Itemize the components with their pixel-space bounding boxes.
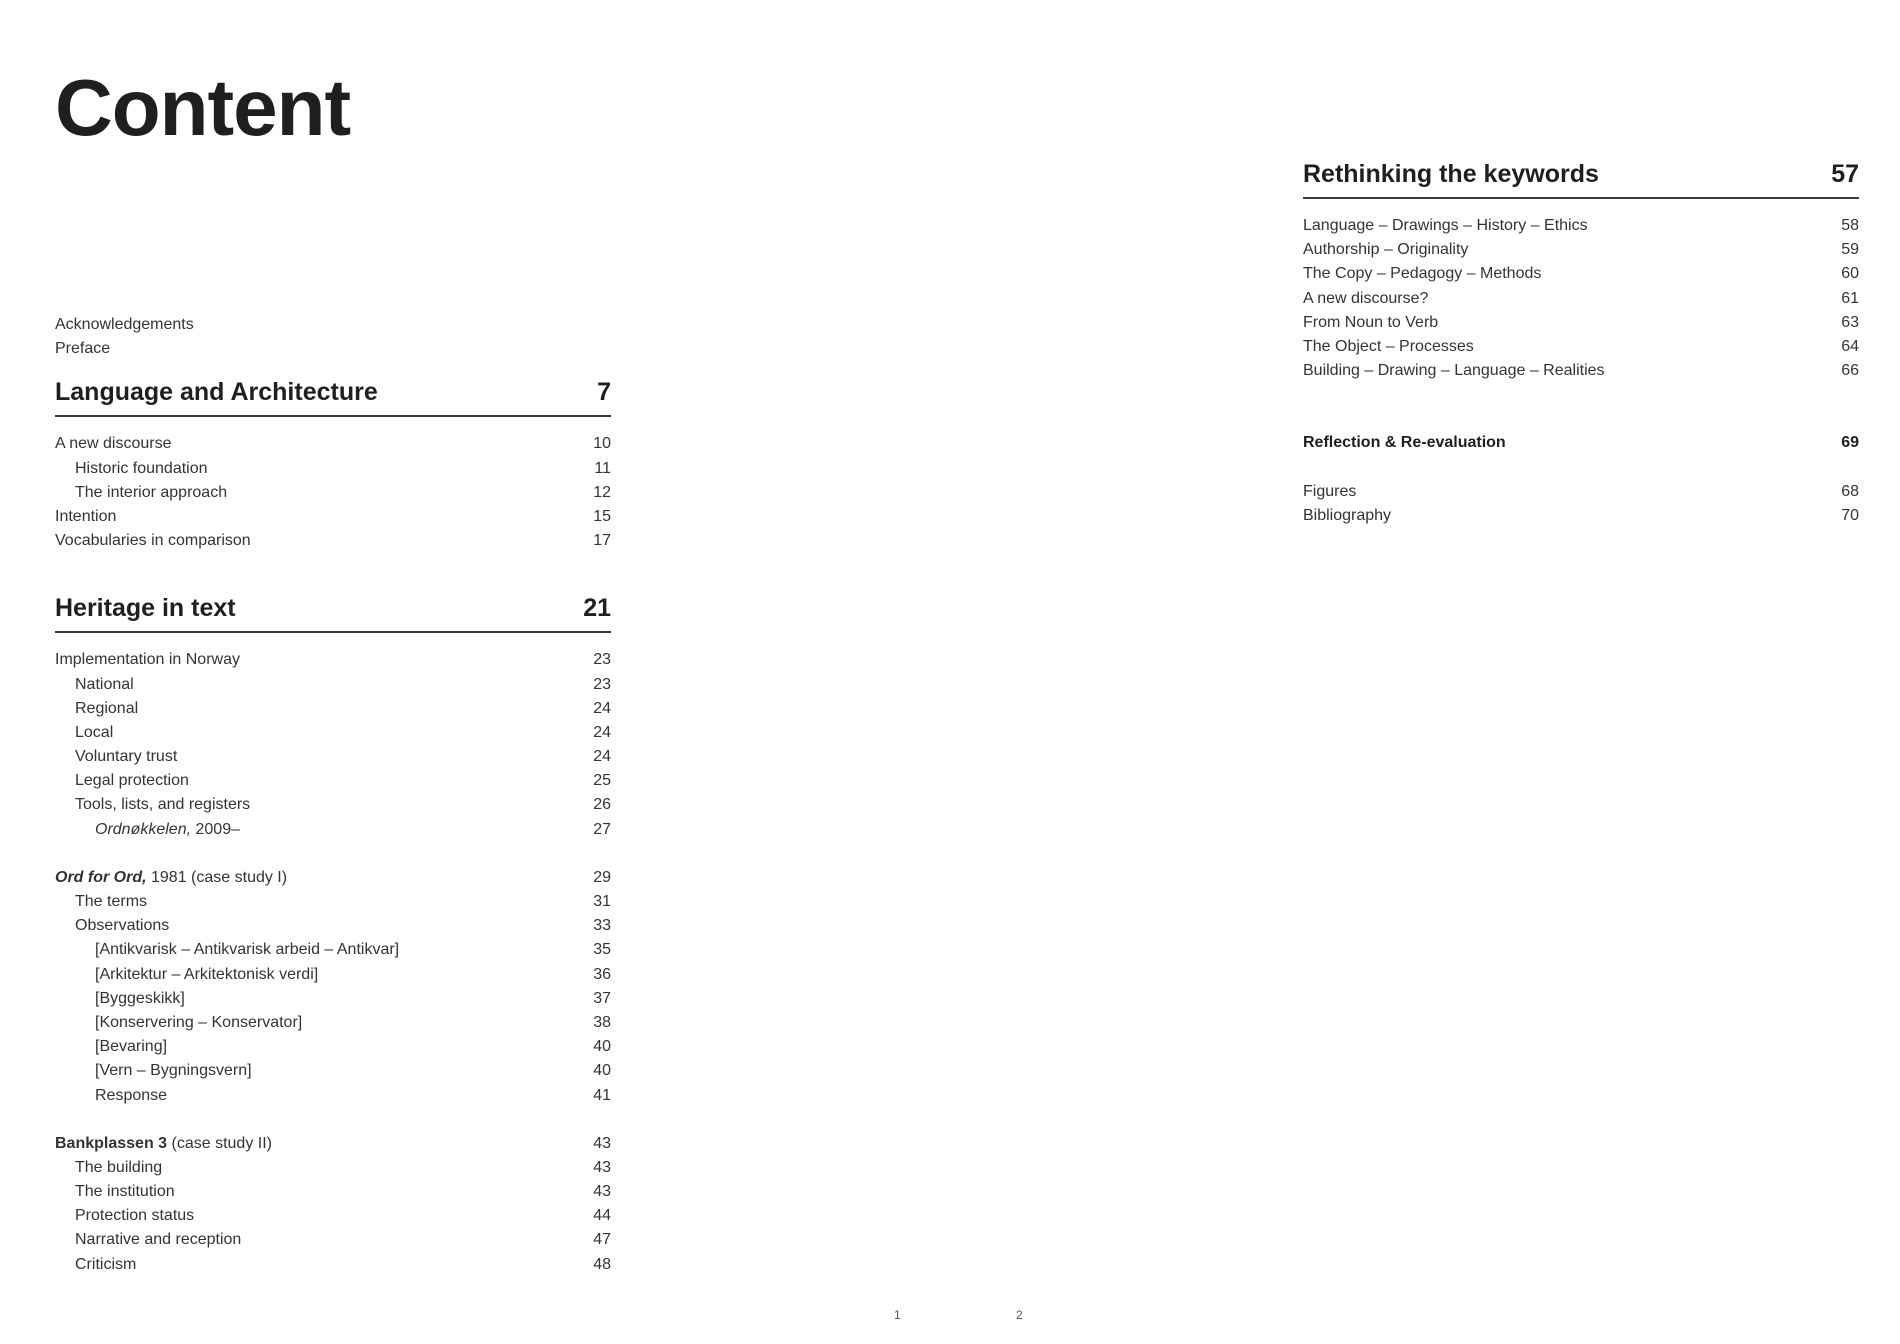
toc-entry-label: Protection status <box>75 1207 195 1225</box>
toc-entry-label: From Noun to Verb <box>1303 313 1439 331</box>
toc-entry-label: Intention <box>55 507 117 525</box>
toc-entry[interactable] <box>55 893 611 917</box>
toc-entry-page: 11 <box>594 459 611 477</box>
toc-entry[interactable] <box>55 748 611 772</box>
toc-entry[interactable] <box>1303 362 1859 386</box>
toc-entry-page: 66 <box>1841 362 1859 380</box>
toc-entry-title: Ordnøkkelen, <box>95 820 192 838</box>
toc-entry-page: 59 <box>1841 241 1859 259</box>
toc-entry-page: 38 <box>593 1013 611 1031</box>
toc-entry-label: Implementation in Norway <box>55 651 240 669</box>
toc-entry-page: 25 <box>593 772 611 790</box>
toc-entry[interactable] <box>55 508 611 532</box>
toc-entry-label: Preface <box>55 340 111 358</box>
toc-right-column <box>1303 160 1859 531</box>
toc-entry[interactable] <box>55 460 611 484</box>
toc-entry-page: 40 <box>593 1038 611 1056</box>
spacer <box>1303 459 1859 483</box>
toc-entry-suffix: 2009– <box>191 820 240 838</box>
toc-entry[interactable] <box>55 1014 611 1038</box>
section-heading-language-architecture[interactable] <box>55 378 611 417</box>
toc-entry[interactable] <box>55 821 611 845</box>
toc-entry-page: 44 <box>593 1207 611 1225</box>
toc-entry-page: 17 <box>593 532 611 550</box>
toc-entry-page: 61 <box>1841 289 1859 307</box>
toc-entry[interactable] <box>55 772 611 796</box>
toc-entry[interactable] <box>55 966 611 990</box>
toc-entry-title: Ord for Ord, <box>55 868 147 886</box>
toc-entry-label: The interior approach <box>75 483 228 501</box>
toc-entry[interactable] <box>55 1159 611 1183</box>
toc-entry-page: 37 <box>593 989 611 1007</box>
toc-entry-page: 27 <box>593 820 611 838</box>
toc-entry-label: Criticism <box>75 1255 137 1273</box>
toc-entry-page: 31 <box>593 893 611 910</box>
toc-entry-page: 24 <box>593 748 611 766</box>
toc-entry-page: 69 <box>1841 434 1859 452</box>
toc-entry-label: A new discourse? <box>1303 289 1429 307</box>
toc-entry[interactable] <box>55 917 611 941</box>
toc-entry-page: 63 <box>1841 313 1859 331</box>
toc-entry[interactable] <box>1303 483 1859 507</box>
toc-entry[interactable] <box>55 340 611 364</box>
toc-entry[interactable] <box>1303 217 1859 241</box>
toc-entry-label <box>55 869 287 887</box>
toc-entry-page: 48 <box>593 1255 611 1273</box>
toc-entry-page: 33 <box>593 917 611 935</box>
toc-entry[interactable] <box>55 990 611 1014</box>
section-heading-page: 7 <box>597 378 611 407</box>
toc-entry-suffix: (case study II) <box>167 1134 272 1152</box>
toc-entry-label: Voluntary trust <box>75 748 178 766</box>
toc-entry-label: Legal protection <box>75 772 189 790</box>
toc-entry[interactable] <box>1303 265 1859 289</box>
toc-entry-page: 24 <box>593 723 611 741</box>
toc-entry-label: Acknowledgements <box>55 316 194 333</box>
toc-entry-title: Bankplassen 3 <box>55 1134 168 1152</box>
section-heading-page: 21 <box>583 594 611 623</box>
toc-entry-label: Response <box>95 1086 168 1104</box>
toc-entry-label: The terms <box>75 893 148 910</box>
toc-entry[interactable] <box>1303 338 1859 362</box>
toc-entry-label: Tools, lists, and registers <box>75 796 251 814</box>
toc-entry-label: Historic foundation <box>75 459 208 477</box>
toc-entry-page: 43 <box>593 1134 611 1152</box>
toc-entry[interactable] <box>55 1135 611 1159</box>
toc-entry-label: [Vern – Bygningsvern] <box>95 1062 252 1080</box>
toc-entry-page: 43 <box>593 1158 611 1176</box>
toc-entry[interactable] <box>55 1207 611 1231</box>
toc-entry-label <box>55 821 240 839</box>
toc-entry-page: 10 <box>593 435 611 453</box>
toc-entry-page: 68 <box>1841 482 1859 500</box>
toc-entry-label: Narrative and reception <box>75 1231 242 1249</box>
toc-entry-page: 47 <box>593 1231 611 1249</box>
toc-entry[interactable] <box>55 700 611 724</box>
toc-entry-label: [Bevaring] <box>95 1038 168 1056</box>
toc-entry[interactable] <box>55 532 611 556</box>
toc-entry[interactable] <box>55 1256 611 1280</box>
toc-entry[interactable] <box>55 676 611 700</box>
toc-entry-label: The institution <box>75 1183 175 1201</box>
toc-entry-label: [Konservering – Konservator] <box>95 1013 303 1031</box>
spacer <box>55 845 611 869</box>
section-heading-label: Language and Architecture <box>55 378 378 407</box>
spacer <box>1303 386 1859 434</box>
toc-entry-label: A new discourse <box>55 435 172 453</box>
toc-entry-page: 24 <box>593 699 611 717</box>
toc-entry-label: [Arkitektur – Arkitektonisk verdi] <box>95 965 319 983</box>
toc-entry[interactable] <box>1303 290 1859 314</box>
toc-entry-label: [Antikvarisk – Antikvarisk arbeid – Antikvar] <box>95 941 400 959</box>
toc-entry-label: Observations <box>75 917 170 935</box>
toc-entry-page: 23 <box>593 675 611 693</box>
toc-entry-page: 41 <box>593 1086 611 1104</box>
toc-entry-label: [Byggeskikk] <box>95 989 185 1007</box>
toc-entry[interactable] <box>55 1231 611 1255</box>
toc-entry-page: 58 <box>1841 217 1859 234</box>
toc-entry[interactable] <box>55 316 611 340</box>
toc-entry[interactable] <box>1303 314 1859 338</box>
toc-entry[interactable] <box>55 724 611 748</box>
section-heading-heritage-in-text[interactable] <box>55 594 611 633</box>
toc-entry-page: 23 <box>593 651 611 669</box>
toc-entry-page: 43 <box>593 1183 611 1201</box>
toc-entry-page: 36 <box>593 965 611 983</box>
section-heading-label: Heritage in text <box>55 594 236 623</box>
toc-entry-page: 70 <box>1841 506 1859 524</box>
toc-entry-label: National <box>75 675 134 693</box>
toc-entry-reflection[interactable] <box>1303 434 1859 458</box>
toc-entry-label: The Copy – Pedagogy – Methods <box>1303 265 1542 283</box>
toc-entry-label <box>55 1135 272 1153</box>
toc-entry[interactable] <box>55 435 611 459</box>
toc-entry[interactable] <box>55 869 611 893</box>
page-title: Content <box>55 63 351 152</box>
toc-entry-label: Regional <box>75 699 139 717</box>
toc-entry[interactable] <box>55 1183 611 1207</box>
toc-entry[interactable] <box>55 484 611 508</box>
toc-entry-label: Local <box>75 723 114 741</box>
spacer <box>55 1111 611 1135</box>
toc-entry-label: The Object – Processes <box>1303 337 1474 355</box>
toc-entry-page: 60 <box>1841 265 1859 283</box>
toc-entry[interactable] <box>55 941 611 965</box>
toc-entry[interactable] <box>55 651 611 675</box>
page-number-left: 1 <box>894 1308 901 1322</box>
toc-entry[interactable] <box>1303 507 1859 531</box>
toc-entry-label: Authorship – Originality <box>1303 241 1469 259</box>
toc-entry-label: Reflection & Re-evaluation <box>1303 434 1506 452</box>
toc-entry-page: 12 <box>593 483 611 501</box>
toc-entry-label: The building <box>75 1158 163 1176</box>
section-heading-label: Rethinking the keywords <box>1303 160 1599 188</box>
page-number-right: 2 <box>1016 1308 1023 1322</box>
toc-entry-label: Vocabularies in comparison <box>55 532 251 550</box>
toc-entry-page: 35 <box>593 941 611 959</box>
section-heading-page: 57 <box>1831 160 1859 188</box>
toc-entry-page: 15 <box>593 507 611 525</box>
toc-entry-label: Building – Drawing – Language – Realities <box>1303 362 1605 380</box>
toc-entry-page: 64 <box>1841 337 1859 355</box>
toc-entry-page: 40 <box>593 1062 611 1080</box>
toc-entry-label: Figures <box>1303 482 1357 500</box>
toc-entry[interactable] <box>1303 241 1859 265</box>
toc-entry-page: 29 <box>593 868 611 886</box>
toc-entry-page: 26 <box>593 796 611 814</box>
toc-entry-label: Language – Drawings – History – Ethics <box>1303 217 1588 234</box>
toc-entry-label: Bibliography <box>1303 506 1392 524</box>
toc-entry[interactable] <box>55 1087 611 1111</box>
toc-left-column <box>55 316 611 1280</box>
toc-entry[interactable] <box>55 1062 611 1086</box>
section-heading-rethinking-keywords[interactable] <box>1303 160 1859 199</box>
toc-entry[interactable] <box>55 796 611 820</box>
toc-entry[interactable] <box>55 1038 611 1062</box>
toc-entry-suffix: 1981 (case study I) <box>146 868 288 886</box>
